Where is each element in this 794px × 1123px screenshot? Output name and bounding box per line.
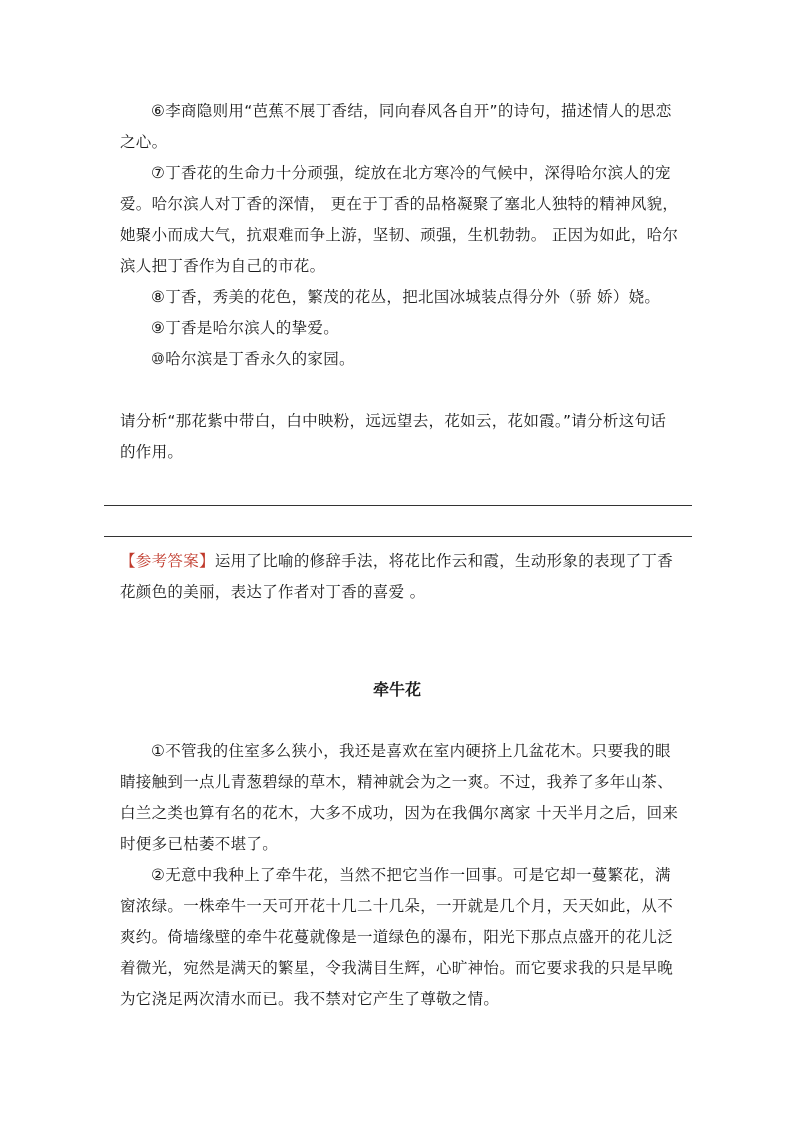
paragraph-8: ⑧丁香，秀美的花色，繁茂的花丛，把北国冰城装点得分外（骄 娇）娆。 [151, 288, 661, 306]
answer-text: 运用了比喻的修辞手法，将花比作云和霞，生动形象的表现了丁香花颜色的美丽，表达了作者对丁香的喜爱 。 [120, 552, 674, 601]
paragraph-6: ⑥李商隐则用“芭蕉不展丁香结，同向春风各自开”的诗句，描述情人的思恋之心。 [120, 102, 672, 151]
answer-tag: 【参考答案】 [120, 552, 215, 570]
answer-line-1 [104, 505, 692, 506]
question-text: 请分析“那花紫中带白，白中映粉，远远望去，花如云，花如霞。”请分析这句话的作用。 [120, 412, 667, 461]
answer-line-2 [104, 536, 692, 537]
answer-block [120, 546, 680, 608]
paragraph-1: ①不管我的住室多么狭小，我还是喜欢在室内硬挤上几盆花木。只要我的眼睛接触到一点儿青葱碧绿的草木，精神就会为之一爽。不过，我养了多年山茶、白兰之类也算有名的花木，大多不成功，因为在我偶尔离家 十天半月之后，回来时便多已枯萎不堪了。 [120, 742, 679, 853]
question-block [120, 406, 680, 468]
section2-paragraphs [120, 736, 680, 1015]
answer-paragraph [120, 546, 680, 608]
section2-title: 牵牛花 [372, 680, 421, 699]
paragraph-2: ②无意中我种上了牵牛花，当然不把它当作一回事。可是它却一蔓繁花，满窗浓绿。一株牵牛一天可开花十几二十几朵，一开就是几个月，天天如此，从不爽约。倚墙缘壁的牵牛花蔓就像是一道绿色的瀑布，阳光下那点点盛开的花儿泛着微光，宛然是满天的繁星，令我满目生辉，心旷神怡。而它要求我的只是早晚为它浇足两次清水而已。我不禁对它产生了尊敬之情。 [120, 866, 674, 1008]
paragraph-10: ⑩哈尔滨是丁香永久的家园。 [151, 350, 355, 368]
section1-paragraphs [120, 96, 680, 375]
paragraph-7: ⑦丁香花的生命力十分顽强，绽放在北方寒冷的气候中，深得哈尔滨人的宠爱。哈尔滨人对丁香的深情， 更在于丁香的品格凝聚了塞北人独特的精神风貌，她聚小而成大气，抗艰难而争上游，坚韧、顽强，生机勃勃。 正因为如此，哈尔滨人把丁香作为自己的市花。 [120, 164, 679, 275]
paragraph-9: ⑨丁香是哈尔滨人的挚爱。 [151, 319, 339, 337]
